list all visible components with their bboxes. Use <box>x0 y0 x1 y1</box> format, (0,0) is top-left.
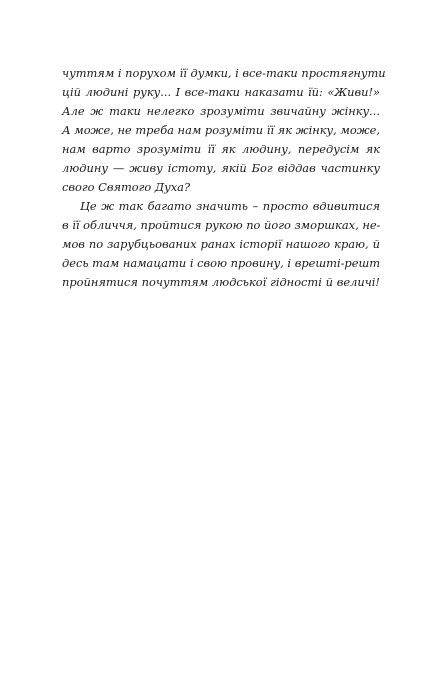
text-line: нам варто зрозуміти її як людину, передусім як <box>62 142 380 156</box>
text-line: в її обличчя, пройтися рукою по його зморшках, не- <box>62 218 381 232</box>
text-line: свого Святого Духа? <box>62 180 191 194</box>
page-text <box>62 64 386 292</box>
text-line: десь там намацати і свою провину, і врешті-решт <box>62 256 381 270</box>
text-line: мов по зарубцьованих ранах історії нашого краю, й <box>62 237 380 251</box>
text-line: Це ж так багато значить – просто вдивитися <box>80 199 380 213</box>
paragraph-1 <box>62 64 386 197</box>
text-line: цій людині руку... І все-таки наказати їй: «Живи!» <box>62 85 380 99</box>
text-line: А може, не треба нам розуміти її як жінку, може, <box>62 123 380 137</box>
text-line: чуттям і порухом її думки, і все-таки простягнути <box>62 66 386 80</box>
text-line: людину — живу істоту, якій Бог віддав частинку <box>62 161 380 175</box>
paragraph-2 <box>62 197 380 292</box>
text-line: пройнятися почуттям людської гідності й величі! <box>62 275 380 289</box>
text-line: Але ж таки нелегко зрозуміти звичайну жінку... <box>62 104 380 118</box>
